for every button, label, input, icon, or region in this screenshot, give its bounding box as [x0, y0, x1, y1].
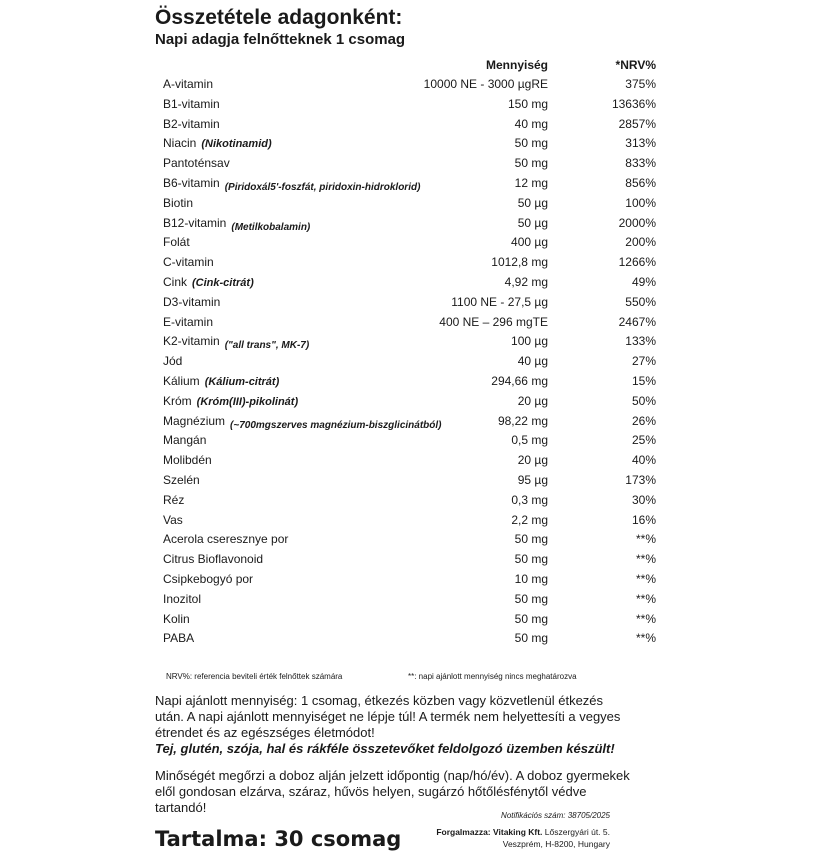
allergen-warning: Tej, glutén, szója, hal és rákféle összetevőket feldolgozó üzemben készült! — [155, 741, 615, 756]
nutrient-nrv: 100% — [625, 195, 656, 210]
nutrient-label: E-vitamin — [163, 314, 214, 329]
nutrient-nrv: 26% — [631, 413, 656, 428]
nutrient-nrv: 13636% — [611, 96, 656, 111]
nutrient-nrv: 50% — [631, 393, 656, 408]
nutrient-name — [163, 473, 200, 487]
nutrient-label: K2-vitamin — [163, 334, 220, 349]
nutrient-nrv: 40% — [631, 453, 656, 468]
nutrient-row — [0, 331, 830, 351]
nutrient-amount: 50 mg — [514, 611, 548, 626]
nutrient-nrv: 1266% — [618, 255, 656, 270]
nutrient-source-note: (Metilkobalamin) — [231, 221, 311, 233]
nutrient-nrv: 30% — [631, 492, 656, 507]
nutrient-row — [0, 510, 830, 530]
nutrient-row — [0, 609, 830, 629]
nutrient-nrv: **% — [635, 552, 656, 567]
nutrient-amount: 20 µg — [517, 393, 548, 408]
nutrient-name — [163, 532, 288, 546]
nutrient-name — [163, 453, 212, 467]
nutrient-amount: 50 mg — [514, 156, 548, 171]
nutrient-name — [163, 354, 182, 368]
nutrient-name — [163, 156, 230, 170]
nutrient-row — [0, 470, 830, 490]
nutrient-label: Molibdén — [163, 453, 212, 468]
nutrient-amount: 50 mg — [514, 631, 548, 646]
nutrient-amount: 50 mg — [514, 532, 548, 547]
nutrient-label: A-vitamin — [163, 77, 214, 91]
nutrient-nrv: 27% — [631, 354, 656, 369]
page-title: Összetétele adagonként: — [155, 6, 403, 29]
nutrient-table — [0, 74, 830, 648]
storage-text: Minőségét megőrzi a doboz alján jelzett időpontig (nap/hó/év). A doboz gyermekek elől gondosan elzárva, száraz, hűvös helyen, sugárzó hőtőlésfénytől védve tartandó! — [155, 768, 630, 815]
nutrient-nrv: 2857% — [618, 116, 656, 131]
nutrient-label: Niacin — [163, 136, 197, 151]
nutrient-name — [163, 631, 194, 645]
nutrient-row — [0, 589, 830, 609]
nutrient-name — [163, 493, 184, 507]
nutrient-row — [0, 312, 830, 332]
nutrient-row — [0, 173, 830, 193]
nutrient-label: Pantoténsav — [163, 156, 230, 171]
nutrient-label: Kolin — [163, 611, 190, 626]
nutrient-name — [163, 215, 311, 233]
nutrient-label: D3-vitamin — [163, 294, 221, 309]
nutrient-name — [163, 97, 220, 111]
nutrient-label: Szelén — [163, 472, 200, 487]
nutrient-row — [0, 529, 830, 549]
nutrient-name — [163, 592, 201, 606]
nutrient-amount: 150 mg — [507, 96, 548, 111]
nutrient-nrv: 133% — [625, 334, 656, 349]
nutrient-row — [0, 490, 830, 510]
nutrient-source-note: (Cink-citrát) — [192, 276, 254, 289]
nutrient-row — [0, 213, 830, 233]
nutrient-nrv: 25% — [631, 433, 656, 448]
nutrient-amount: 50 mg — [514, 136, 548, 151]
nutrient-amount: 1012,8 mg — [491, 255, 548, 270]
nutrient-nrv: 15% — [631, 373, 656, 388]
nutrient-row — [0, 628, 830, 648]
nutrient-nrv: 49% — [631, 274, 656, 289]
nutrient-row — [0, 193, 830, 213]
nutrient-label: Acerola cseresznye por — [163, 532, 289, 547]
footnote-nrv: NRV%: referencia beviteli érték felnőttek számára — [166, 672, 343, 681]
nutrient-amount: 50 µg — [517, 195, 548, 210]
nutrient-nrv: 313% — [625, 136, 656, 151]
nutrient-source-note: (Nikotinamid) — [201, 138, 272, 151]
nutrient-nrv: **% — [635, 532, 656, 547]
nutrient-name — [163, 433, 206, 447]
nutrient-nrv: 550% — [625, 294, 656, 309]
nutrient-row — [0, 391, 830, 411]
nutrient-amount: 1100 NE - 27,5 µg — [451, 294, 548, 309]
nutrient-label: B6-vitamin — [163, 175, 220, 190]
nutrient-amount: 2,2 mg — [511, 512, 548, 527]
nutrient-row — [0, 549, 830, 569]
nutrient-nrv: 2467% — [618, 314, 656, 329]
nutrient-nrv: 856% — [625, 175, 656, 190]
nutrient-row — [0, 272, 830, 292]
dosage-text: Napi ajánlott mennyiség: 1 csomag, étkezés közben vagy közvetlenül étkezés után. A napi ajánlott mennyiséget ne lépje túl! A termék nem helyettesíti a vegyes étrendet és az egészséges életmódot! — [155, 693, 621, 740]
nutrient-nrv: 833% — [625, 156, 656, 171]
nutrient-label: Mangán — [163, 433, 207, 448]
nutrient-label: Biotin — [163, 195, 194, 210]
nutrient-source-note: (Kálium-citrát) — [204, 375, 280, 388]
nutrient-amount: 20 µg — [517, 453, 548, 468]
nutrient-name — [163, 117, 220, 131]
nutrient-name — [163, 77, 213, 91]
nutrient-amount: 0,3 mg — [511, 492, 548, 507]
nutrient-amount: 400 NE – 296 mgTE — [439, 314, 548, 329]
nutrient-row — [0, 94, 830, 114]
nutrient-amount: 95 µg — [517, 472, 548, 487]
header-nrv: *NRV% — [615, 58, 656, 72]
nutrient-row — [0, 232, 830, 252]
nutrient-amount: 294,66 mg — [491, 373, 548, 388]
nutrient-nrv: 173% — [625, 472, 656, 487]
nutrient-row — [0, 411, 830, 431]
nutrient-name — [163, 315, 213, 329]
nutrient-nrv: 2000% — [618, 215, 656, 230]
nutrient-label: Csipkebogyó por — [163, 571, 254, 586]
nutrient-label: Kálium — [163, 373, 200, 388]
nutrient-row — [0, 371, 830, 391]
nutrient-amount: 10 mg — [514, 571, 548, 586]
distributor-address-1: Lőszergyári út. 5. — [544, 827, 610, 837]
nutrient-row — [0, 450, 830, 470]
nutrient-label: C-vitamin — [163, 255, 214, 270]
nutrient-name — [163, 394, 298, 408]
nutrient-source-note: (~700mgszerves magnézium-biszglicinátból) — [230, 419, 442, 431]
nutrient-label: Réz — [163, 492, 185, 507]
nutrient-row — [0, 252, 830, 272]
nutrient-name — [163, 374, 279, 388]
nutrient-nrv: **% — [635, 631, 656, 646]
nutrient-name — [163, 612, 190, 626]
nutrient-name — [163, 513, 183, 527]
nutrient-name — [163, 196, 193, 210]
nutrient-label: PABA — [163, 631, 195, 646]
footnote-not-defined: **: napi ajánlott mennyiség nincs meghatározva — [408, 672, 577, 681]
nutrient-label: Vas — [163, 512, 183, 527]
nutrient-amount: 50 mg — [514, 552, 548, 567]
notification-number: Notifikációs szám: 38705/2025 — [501, 811, 610, 820]
nutrient-nrv: **% — [635, 591, 656, 606]
nutrient-label: Magnézium — [163, 413, 226, 428]
nutrient-label: Inozitol — [163, 591, 202, 606]
nutrient-source-note: ("all trans", MK-7) — [224, 340, 310, 352]
nutrient-name — [163, 552, 263, 566]
nutrient-amount: 100 µg — [511, 334, 548, 349]
nutrient-name — [163, 295, 220, 309]
nutrient-nrv: **% — [635, 611, 656, 626]
nutrient-name — [163, 334, 310, 352]
nutrient-label: B2-vitamin — [163, 116, 220, 131]
nutrient-amount: 12 mg — [514, 175, 548, 190]
nutrient-label: B12-vitamin — [163, 215, 227, 230]
distributor-address-2: Veszprém, H-8200, Hungary — [502, 839, 610, 849]
nutrient-amount: 50 µg — [517, 215, 548, 230]
nutrient-amount: 40 µg — [517, 354, 548, 369]
package-content: Tartalma: 30 csomag — [155, 827, 402, 851]
nutrient-nrv: 375% — [625, 77, 656, 91]
nutrient-label: Citrus Bioflavonoid — [163, 552, 264, 567]
nutrient-row — [0, 133, 830, 153]
nutrient-nrv: **% — [635, 571, 656, 586]
nutrient-name — [163, 255, 214, 269]
nutrient-nrv: 200% — [625, 235, 656, 250]
distributor-label: Forgalmazza: Vitaking Kft. — [436, 827, 543, 837]
header-amount: Mennyiség — [485, 58, 548, 72]
nutrient-row — [0, 430, 830, 450]
nutrient-label: Króm — [163, 393, 192, 408]
distributor — [400, 826, 610, 850]
nutrient-row — [0, 74, 830, 94]
nutrient-amount: 0,5 mg — [511, 433, 548, 448]
nutrient-nrv: 16% — [631, 512, 656, 527]
nutrient-label: Folát — [163, 235, 190, 250]
nutrient-label: Jód — [163, 354, 183, 369]
nutrient-name — [163, 136, 272, 150]
nutrient-name — [163, 572, 253, 586]
nutrient-source-note: (Króm(III)-pikolinát) — [196, 395, 299, 408]
nutrient-amount: 50 mg — [514, 591, 548, 606]
nutrient-amount: 10000 NE - 3000 µgRE — [423, 77, 548, 91]
nutrient-row — [0, 351, 830, 371]
nutrient-row — [0, 292, 830, 312]
nutrient-row — [0, 114, 830, 134]
nutrient-source-note: (Piridoxál5'-foszfát, piridoxin-hidroklorid) — [224, 181, 421, 193]
nutrient-amount: 400 µg — [511, 235, 548, 250]
page-subtitle: Napi adagja felnőtteknek 1 csomag — [155, 31, 406, 48]
nutrient-label: Cink — [163, 274, 188, 289]
nutrient-label: B1-vitamin — [163, 96, 220, 111]
nutrient-name — [163, 235, 190, 249]
nutrient-amount: 40 mg — [514, 116, 548, 131]
nutrient-row — [0, 153, 830, 173]
nutrient-amount: 4,92 mg — [504, 274, 548, 289]
nutrient-amount: 98,22 mg — [497, 413, 548, 428]
nutrient-name — [163, 275, 254, 289]
nutrient-row — [0, 569, 830, 589]
